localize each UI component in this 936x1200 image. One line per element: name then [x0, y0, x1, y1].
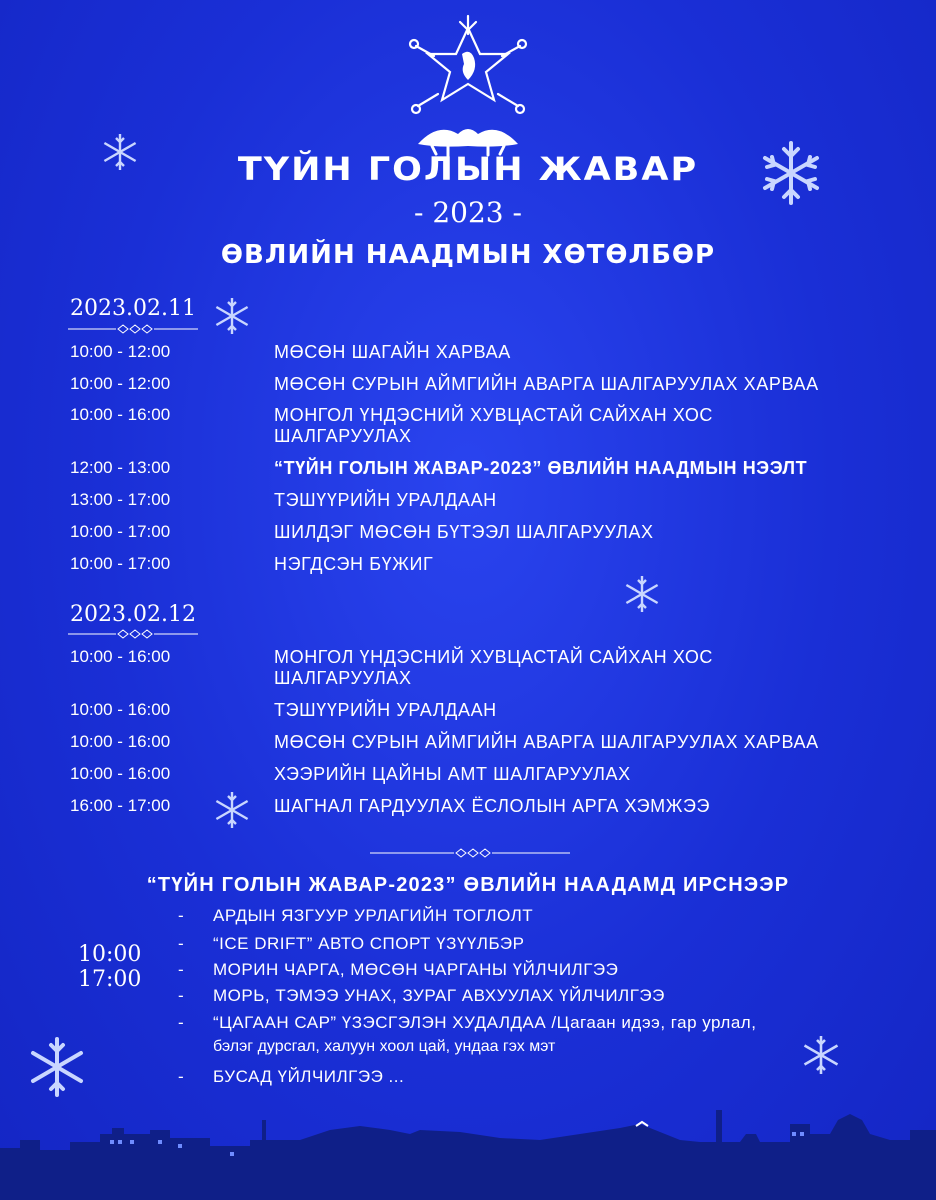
attractions-time-end: 17:00 — [78, 967, 142, 992]
festival-year: - 2023 - — [414, 196, 522, 229]
event-time: 10:00 - 16:00 — [70, 700, 171, 719]
event-time: 10:00 - 16:00 — [70, 405, 171, 424]
list-item-text: АРДЫН ЯЗГУУР УРЛАГИЙН ТОГЛОЛТ — [213, 906, 534, 925]
event-time: 10:00 - 12:00 — [70, 342, 171, 361]
program-subtitle: ӨВЛИЙН НААДМЫН ХӨТӨЛБӨР — [220, 240, 716, 270]
date-underline-ornament — [68, 628, 198, 640]
list-item-text: МОРИН ЧАРГА, МӨСӨН ЧАРГАНЫ ҮЙЛЧИЛГЭЭ — [213, 960, 619, 979]
snowflake-icon — [26, 1036, 88, 1098]
bullet-dash: - — [178, 1013, 185, 1032]
day-date: 2023.02.11 — [70, 296, 196, 321]
event-time: 10:00 - 17:00 — [70, 522, 171, 541]
day-date: 2023.02.12 — [70, 602, 196, 627]
event-name: “ТҮЙН ГОЛЫН ЖАВАР-2023” ӨВЛИЙН НААДМЫН НЭЭЛТ — [274, 458, 808, 478]
attractions-time-start: 10:00 — [78, 942, 142, 967]
list-item-text: “ICE DRIFT” АВТО СПОРТ ҮЗҮҮЛБЭР — [213, 934, 525, 953]
list-item-continuation: бэлэг дурсгал, халуун хоол цай, ундаа гэх мэт — [213, 1038, 556, 1055]
event-name: НЭГДСЭН БҮЖИГ — [274, 554, 434, 574]
bullet-dash: - — [178, 906, 185, 925]
event-name: МОНГОЛ ҮНДЭСНИЙ ХУВЦАСТАЙ САЙХАН ХОС ШАЛГАРУУЛАХ — [274, 647, 714, 688]
event-time: 16:00 - 17:00 — [70, 796, 171, 815]
event-name: ХЭЭРИЙН ЦАЙНЫ АМТ ШАЛГАРУУЛАХ — [274, 764, 631, 784]
snowflake-icon — [622, 574, 662, 614]
event-name: ШАГНАЛ ГАРДУУЛАХ ЁСЛОЛЫН АРГА ХЭМЖЭЭ — [274, 796, 711, 816]
event-name: МОНГОЛ ҮНДЭСНИЙ ХУВЦАСТАЙ САЙХАН ХОС ШАЛГАРУУЛАХ — [274, 405, 714, 446]
event-time: 10:00 - 12:00 — [70, 374, 171, 393]
attractions-title: “ТҮЙН ГОЛЫН ЖАВАР-2023” ӨВЛИЙН НААДАМД ИРСНЭЭР — [146, 874, 790, 896]
event-time: 10:00 - 17:00 — [70, 554, 171, 573]
event-name: ТЭШҮҮРИЙН УРАЛДААН — [274, 700, 497, 720]
event-name: ШИЛДЭГ МӨСӨН БҮТЭЭЛ ШАЛГАРУУЛАХ — [274, 522, 654, 542]
date-underline-ornament — [68, 323, 198, 335]
snowflake-logo-icon — [408, 14, 528, 162]
bullet-dash: - — [178, 986, 185, 1005]
city-skyline-icon — [0, 1100, 936, 1200]
bullet-dash: - — [178, 934, 185, 953]
event-name: МӨСӨН ШАГАЙН ХАРВАА — [274, 342, 511, 362]
event-time: 13:00 - 17:00 — [70, 490, 171, 509]
list-item-text: МОРЬ, ТЭМЭЭ УНАХ, ЗУРАГ АВХУУЛАХ ҮЙЛЧИЛГЭЭ — [213, 986, 665, 1005]
festival-title: ТҮЙН ГОЛЫН ЖАВАР — [237, 151, 699, 189]
event-name: МӨСӨН СУРЫН АЙМГИЙН АВАРГА ШАЛГАРУУЛАХ ХАРВАА — [274, 374, 819, 394]
event-name: ТЭШҮҮРИЙН УРАЛДААН — [274, 490, 497, 510]
event-time: 10:00 - 16:00 — [70, 732, 171, 751]
bullet-dash: - — [178, 960, 185, 979]
event-time: 10:00 - 16:00 — [70, 764, 171, 783]
event-time: 12:00 - 13:00 — [70, 458, 171, 477]
bullet-dash: - — [178, 1067, 185, 1086]
list-item-text: “ЦАГААН САР” ҮЗЭСГЭЛЭН ХУДАЛДАА /Цагаан идээ, гар урлал, — [213, 1013, 757, 1032]
list-item-text: БУСАД ҮЙЛЧИЛГЭЭ ... — [213, 1067, 405, 1086]
snowflake-icon — [212, 296, 252, 336]
event-time: 10:00 - 16:00 — [70, 647, 171, 666]
ornament-divider-icon — [370, 846, 570, 860]
event-name: МӨСӨН СУРЫН АЙМГИЙН АВАРГА ШАЛГАРУУЛАХ ХАРВАА — [274, 732, 819, 752]
